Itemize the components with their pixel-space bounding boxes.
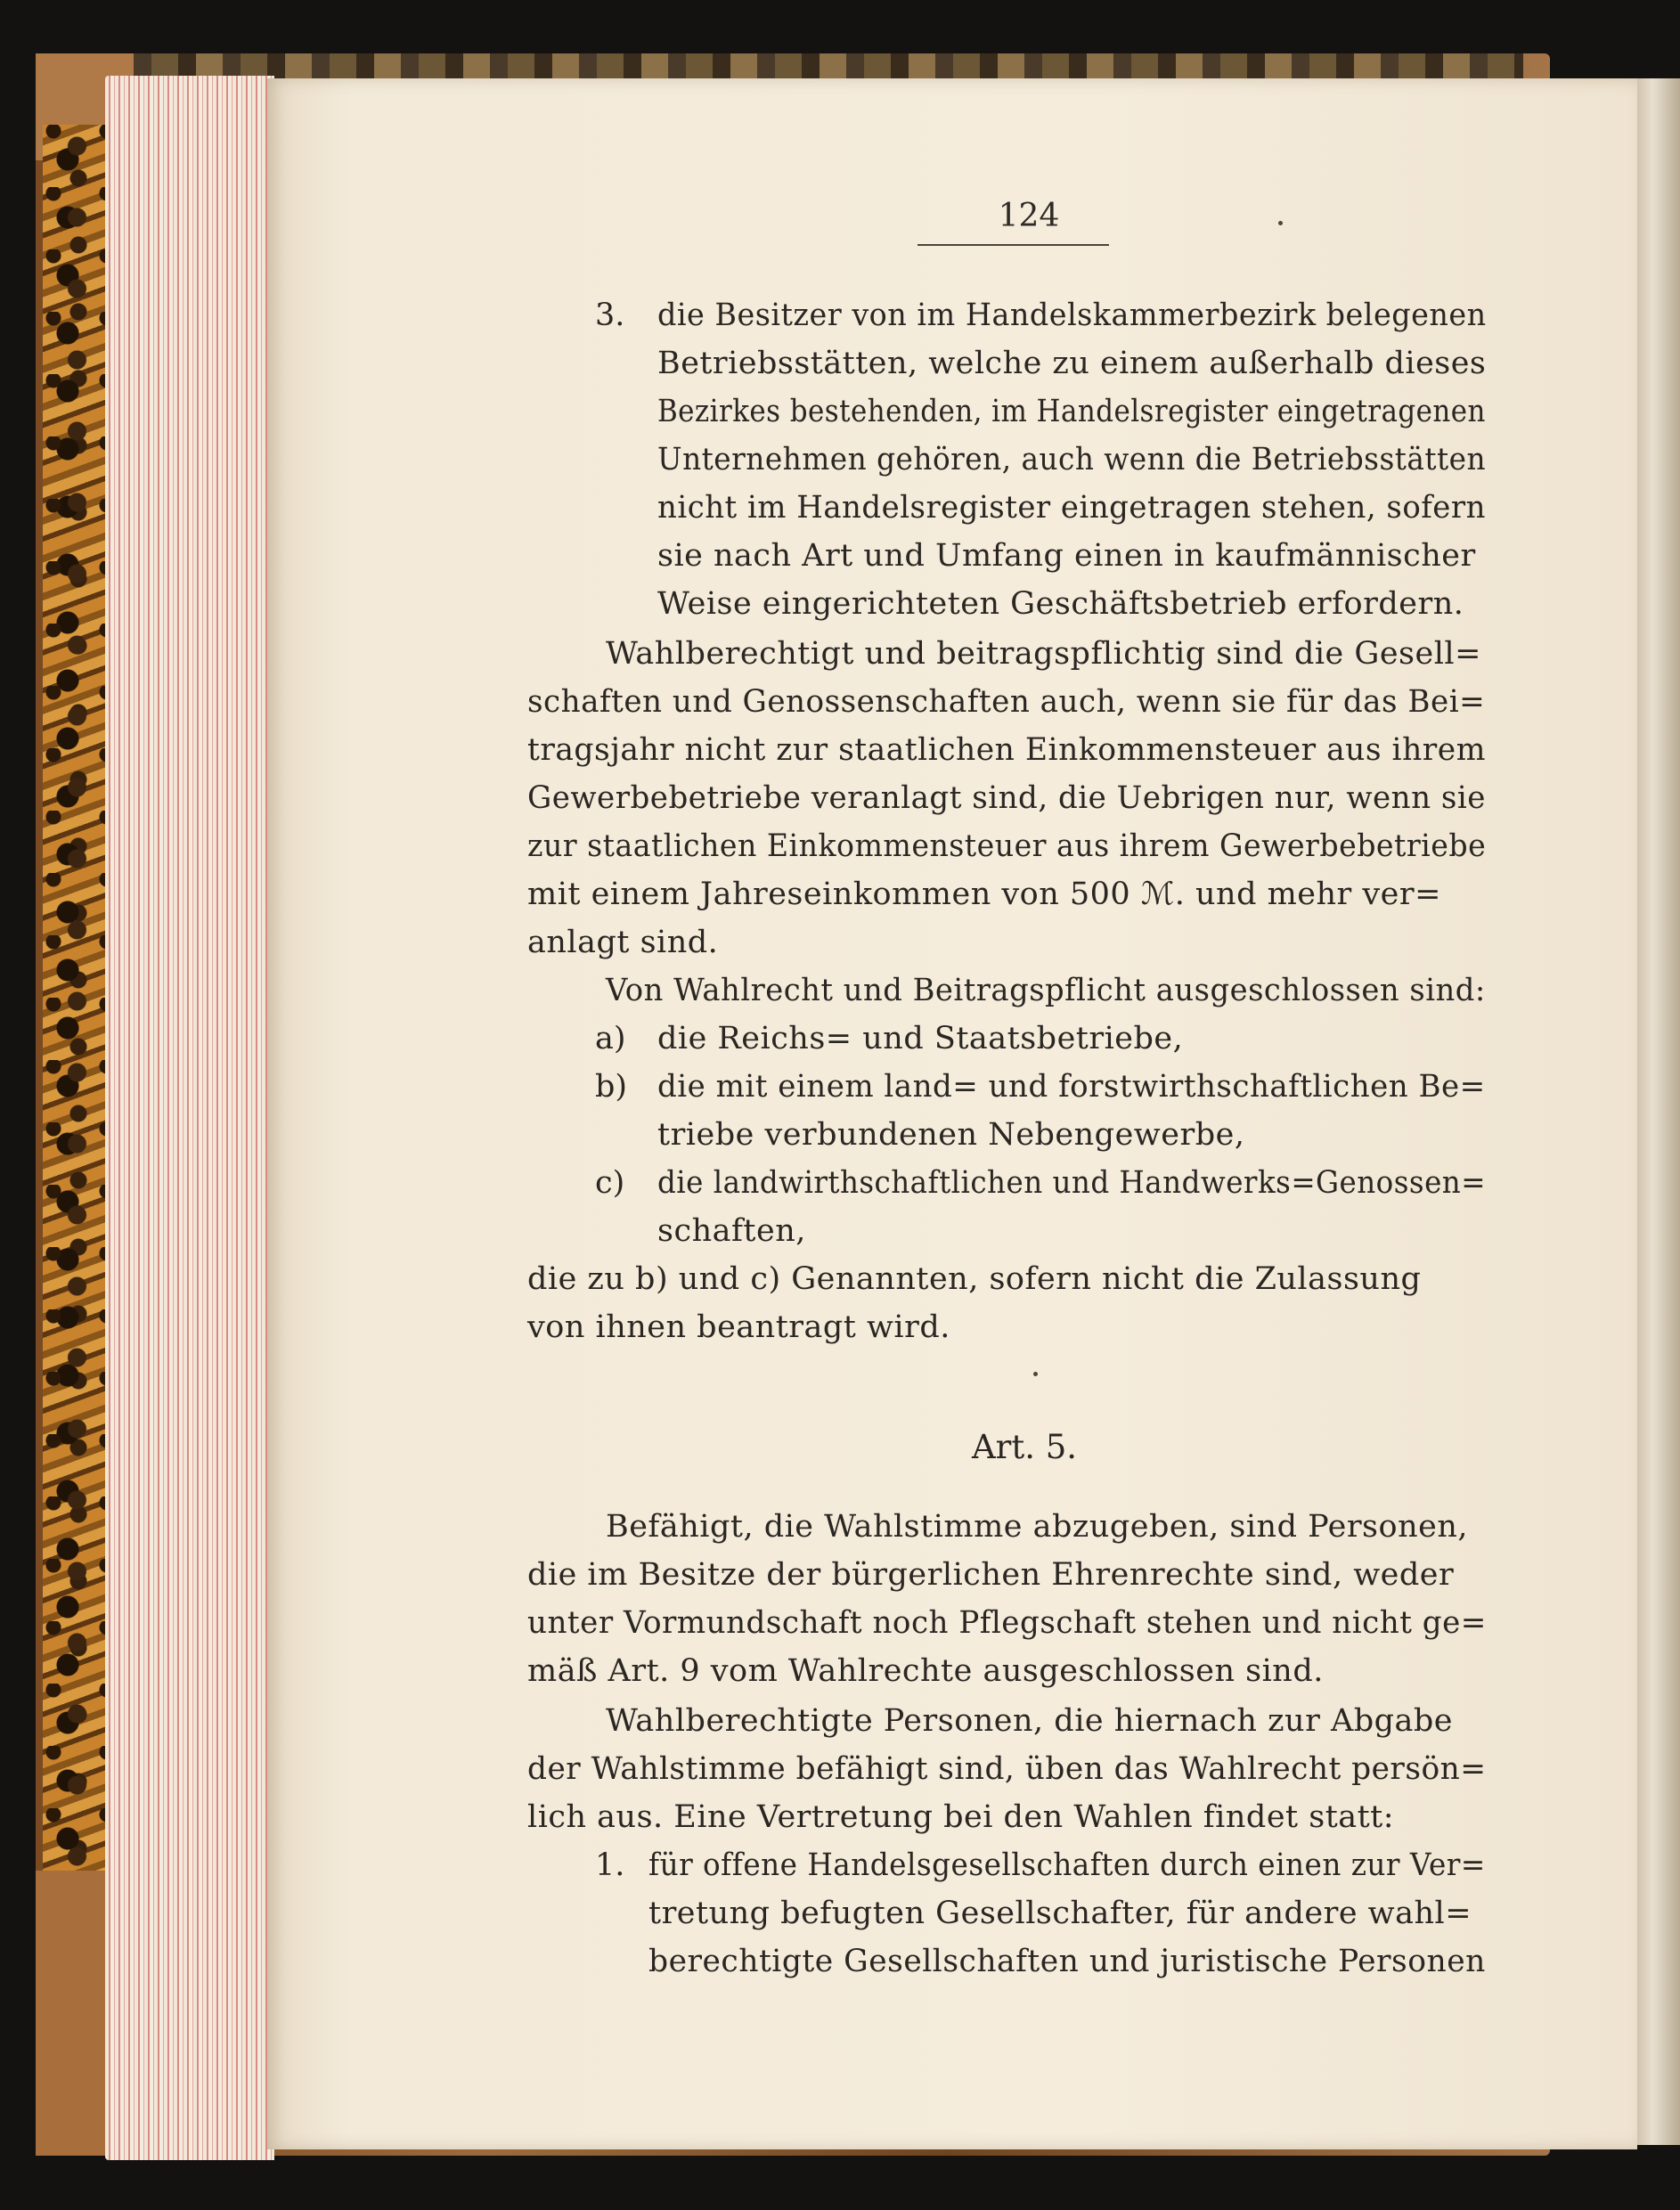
page-stack-edges bbox=[105, 76, 274, 2160]
text-line: der Wahlstimme befähigt sind, üben das Wahlrecht persön= bbox=[527, 1751, 1487, 1787]
text-line: Gewerbebetriebe veranlagt sind, die Uebrigen nur, wenn sie bbox=[527, 780, 1486, 816]
text-line: die im Besitze der bürgerlichen Ehrenrechte sind, weder bbox=[527, 1557, 1455, 1593]
text-line: Von Wahlrecht und Beitragspflicht ausgeschlossen sind: bbox=[606, 973, 1486, 1008]
facing-page-edge bbox=[1635, 78, 1680, 2145]
text-line: für offene Handelsgesellschaften durch einen zur Ver= bbox=[648, 1847, 1486, 1883]
text-line: anlagt sind. bbox=[527, 925, 719, 960]
list-label: c) bbox=[595, 1165, 625, 1201]
list-label: a) bbox=[595, 1021, 626, 1056]
book-page bbox=[267, 78, 1637, 2149]
text-line: nicht im Handelsregister eingetragen stehen, sofern bbox=[657, 490, 1486, 526]
text-line: schaften, bbox=[657, 1213, 806, 1249]
text-line: Wahlberechtigte Personen, die hiernach zur Abgabe bbox=[606, 1703, 1454, 1739]
text-line: tragsjahr nicht zur staatlichen Einkommensteuer aus ihrem bbox=[527, 732, 1486, 768]
text-line: tretung befugten Gesellschafter, für andere wahl= bbox=[648, 1896, 1472, 1931]
text-line: mit einem Jahreseinkommen von 500 ℳ. und mehr ver= bbox=[527, 877, 1441, 912]
text-line: die Reichs= und Staatsbetriebe, bbox=[657, 1021, 1184, 1056]
text-line: berechtigte Gesellschaften und juristische Personen bbox=[648, 1944, 1486, 1979]
text-line: unter Vormundschaft noch Pflegschaft stehen und nicht ge= bbox=[527, 1605, 1487, 1641]
text-line: die Besitzer von im Handelskammerbezirk belegenen bbox=[657, 298, 1487, 333]
list-label: 1. bbox=[595, 1847, 625, 1883]
text-line: die zu b) und c) Genannten, sofern nicht die Zulassung bbox=[527, 1261, 1422, 1297]
text-line: lich aus. Eine Vertretung bei den Wahlen findet statt: bbox=[527, 1799, 1395, 1835]
text-line: Betriebsstätten, welche zu einem außerhalb dieses bbox=[657, 346, 1487, 381]
text-line: triebe verbundenen Nebengewerbe, bbox=[657, 1117, 1245, 1153]
article-heading: Art. 5. bbox=[971, 1428, 1078, 1466]
text-line: mäß Art. 9 vom Wahlrechte ausgeschlossen sind. bbox=[527, 1653, 1324, 1689]
text-line: die landwirthschaftlichen und Handwerks=Genossen= bbox=[657, 1165, 1486, 1201]
page-number: 124 bbox=[998, 198, 1060, 234]
text-line: von ihnen beantragt wird. bbox=[527, 1309, 950, 1345]
text-line: die mit einem land= und forstwirthschaftlichen Be= bbox=[657, 1069, 1486, 1105]
ink-speck bbox=[1033, 1372, 1038, 1376]
text-line: Unternehmen gehören, auch wenn die Betriebsstätten bbox=[657, 442, 1487, 477]
text-line: Wahlberechtigt und beitragspflichtig sind die Gesell= bbox=[606, 636, 1481, 672]
ink-speck bbox=[1278, 221, 1283, 225]
text-line: zur staatlichen Einkommensteuer aus ihrem Gewerbebetriebe bbox=[527, 828, 1487, 864]
text-line: sie nach Art und Umfang einen in kaufmännischer bbox=[657, 538, 1476, 574]
list-label: b) bbox=[595, 1069, 628, 1105]
text-line: Befähigt, die Wahlstimme abzugeben, sind Personen, bbox=[606, 1509, 1469, 1545]
page-number-rule bbox=[917, 244, 1109, 246]
text-line: schaften und Genossenschaften auch, wenn sie für das Bei= bbox=[527, 684, 1486, 720]
text-line: Bezirkes bestehenden, im Handelsregister eingetragenen bbox=[657, 394, 1486, 429]
list-label: 3. bbox=[595, 298, 625, 333]
text-line: Weise eingerichteten Geschäftsbetrieb erfordern. bbox=[657, 586, 1464, 622]
